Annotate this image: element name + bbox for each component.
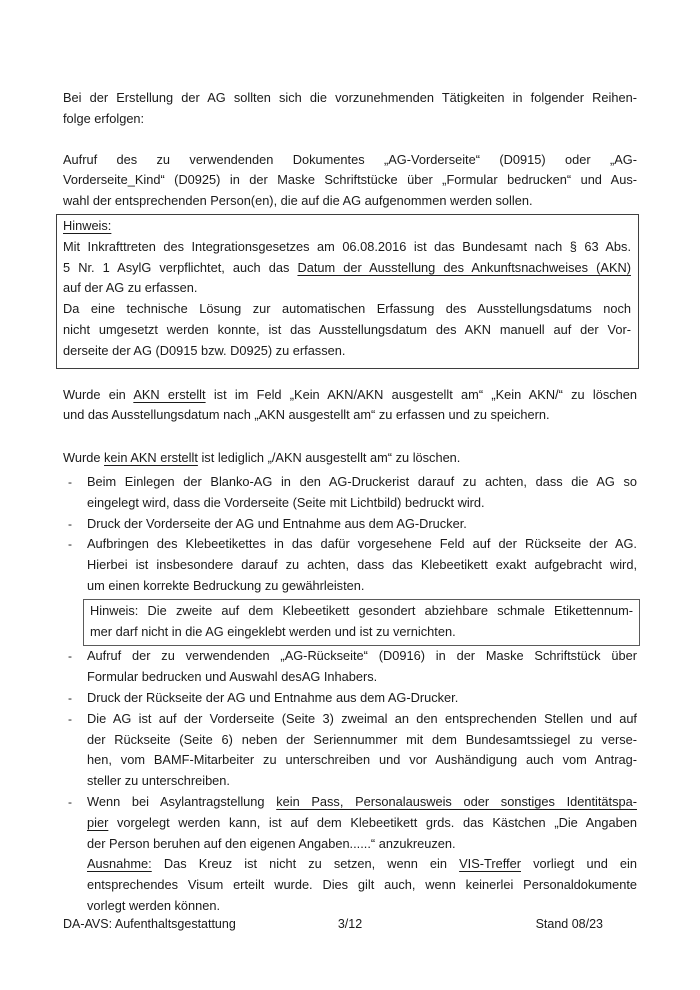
- list-item-text: [87, 534, 637, 596]
- text-line: steller zu unterschreiben.: [87, 773, 230, 789]
- text-line: Hierbei ist insbesondere darauf zu achten, dass das Klebeetikett exakt aufgebracht wird,: [87, 557, 637, 573]
- text-line: der Rückseite (Seite 6) neben der Seriennummer mit dem Bundesamtssiegel zu verse-: [87, 731, 637, 747]
- hinweis-heading: [63, 216, 631, 237]
- dash-bullet: -: [68, 474, 72, 489]
- underlined-text: pier: [87, 814, 109, 830]
- text-line: Druck der Vorderseite der AG und Entnahme aus dem AG-Drucker.: [87, 515, 467, 531]
- text-line: Wenn bei Asylantragstellung kein Pass, Personalausweis oder sonstiges Identitätspa-: [87, 793, 637, 809]
- underlined-text: AKN erstellt: [133, 386, 206, 402]
- text-line: Aufruf der zu verwendenden „AG-Rückseite“ (D0916) in der Maske Schriftstück über: [87, 648, 637, 664]
- text-line: nicht umgesetzt werden konnte, ist das Ausstellungsdatum des AKN manuell auf der Vor-: [63, 321, 631, 337]
- text-line: [63, 216, 631, 237]
- dash-bullet: -: [68, 711, 72, 726]
- akn-erstellt-paragraph: [63, 385, 637, 427]
- underlined-text: kein AKN erstellt: [104, 450, 198, 466]
- text-line: Vorderseite_Kind“ (D0925) in der Maske Schriftstücke über „Formular bedrucken“ und Aus-: [63, 172, 637, 188]
- list-item-kein-pass: [63, 792, 637, 917]
- list-item-text: [87, 792, 637, 854]
- underlined-text: Datum der Ausstellung des Ankunftsnachweises (AKN): [297, 259, 631, 275]
- page-footer: [63, 916, 637, 932]
- dash-bullet: -: [68, 537, 72, 552]
- text-line: Bei der Erstellung der AG sollten sich die vorzunehmenden Tätigkeiten in folgender Reihen-: [63, 90, 637, 105]
- list-item-text: [87, 514, 637, 535]
- text-line: Formular bedrucken und Auswahl desAG Inhabers.: [87, 669, 378, 685]
- text-line: Mit Inkrafttreten des Integrationsgesetzes am 06.08.2016 ist das Bundesamt nach § 63 Abs.: [63, 238, 631, 254]
- text-line: Da eine technische Lösung zur automatischen Erfassung des Ausstellungsdatums noch: [63, 301, 631, 317]
- list-item-einlegen: [63, 472, 637, 514]
- text-line: Ausnahme: Das Kreuz ist nicht zu setzen, wenn ein VIS-Treffer vorliegt und ein: [87, 856, 637, 872]
- text-line: um einen korrekte Bedruckung zu gewährleisten.: [87, 577, 365, 593]
- list-item-text: [87, 472, 637, 514]
- text-line: wahl der entsprechenden Person(en), die auf die AG aufgenommen werden sollen.: [63, 193, 533, 209]
- text-line: und das Ausstellungsdatum nach „AKN ausgestellt am“ zu erfassen und zu speichern.: [63, 407, 550, 423]
- footer-doc-title: DA-AVS: Aufenthaltsgestattung: [63, 917, 236, 931]
- list-item-text: [87, 688, 637, 709]
- list-item-siegel-unterschrift: [63, 709, 637, 792]
- text-line: Aufruf des zu verwendenden Dokumentes „AG-Vorderseite“ (D0915) oder „AG-: [63, 151, 637, 167]
- dash-bullet: -: [68, 794, 72, 809]
- text-line: Die AG ist auf der Vorderseite (Seite 3) zweimal an den entsprechenden Stellen und auf: [87, 710, 637, 726]
- dash-bullet: -: [68, 690, 72, 705]
- text-line: mer darf nicht in die AG eingeklebt werden und ist zu vernichten.: [90, 623, 456, 639]
- text-line: auf der AG zu erfassen.: [63, 280, 198, 296]
- list-item-text: [87, 646, 637, 688]
- underlined-text: Hinweis:: [63, 217, 112, 233]
- page-content: [63, 88, 637, 931]
- hinweis-etikett-text: [90, 601, 633, 643]
- text-line: hen, vom BAMF-Mitarbeiter zu unterschreiben und vor Aushändigung auch vom Antrag-: [87, 752, 637, 768]
- text-line: entsprechendes Visum erteilt wurde. Dies gilt auch, wenn keinerlei Personaldokumente: [87, 877, 637, 893]
- text-line: Hinweis: Die zweite auf dem Klebeetikett gesondert abziehbare schmale Etikettennum-: [90, 602, 633, 618]
- aufruf-dokument-paragraph: [63, 150, 637, 212]
- underlined-text: kein Pass, Personalausweis oder sonstiges Identitätspa-: [276, 793, 637, 809]
- kein-akn-erstellt-paragraph: [63, 448, 637, 469]
- list-item-text: [87, 709, 637, 792]
- text-line: 5 Nr. 1 AsylG verpflichtet, auch das Datum der Ausstellung des Ankunftsnachweises (AKN): [63, 259, 631, 275]
- text-line: der Person beruhen auf den eigenen Angaben......“ anzukreuzen.: [87, 835, 456, 851]
- list-item-druck-vorderseite: [63, 514, 637, 535]
- task-list: [63, 472, 637, 917]
- intro-paragraph: [63, 88, 637, 130]
- dash-bullet: -: [68, 516, 72, 531]
- underlined-text: Ausnahme:: [87, 856, 152, 872]
- text-line: Wurde ein AKN erstellt ist im Feld „Kein AKN/AKN ausgestellt am“ „Kein AKN/“ zu löschen: [63, 386, 637, 402]
- text-line: eingelegt wird, dass die Vorderseite (Seite mit Lichtbild) bedruckt wird.: [87, 494, 485, 510]
- footer-version-stamp: Stand 08/23: [535, 917, 603, 931]
- hinweis-paragraph-2: [63, 299, 631, 361]
- dash-bullet: -: [68, 649, 72, 664]
- hinweis-box-akn: [56, 214, 639, 369]
- footer-page-number: 3/12: [337, 917, 363, 931]
- text-line: derseite der AG (D0915 bzw. D0925) zu erfassen.: [63, 342, 346, 358]
- hinweis-paragraph-1: [63, 237, 631, 299]
- hinweis-box-etikettennummer: [83, 599, 640, 647]
- list-item-aufruf-rueckseite: [63, 646, 637, 688]
- text-line: Beim Einlegen der Blanko-AG in den AG-Druckerist darauf zu achten, dass die AG so: [87, 473, 637, 489]
- text-line: Druck der Rückseite der AG und Entnahme aus dem AG-Drucker.: [87, 689, 459, 705]
- text-line: Wurde kein AKN erstellt ist lediglich „/AKN ausgestellt am“ zu löschen.: [63, 450, 461, 466]
- text-line: vorlegt werden können.: [87, 897, 221, 913]
- list-item-klebeetikett: [63, 534, 637, 596]
- text-line: pier vorgelegt werden kann, ist auf dem Klebeetikett grds. das Kästchen „Die Angaben: [87, 814, 637, 830]
- list-item-ausnahme-text: [87, 854, 637, 916]
- list-item-druck-rueckseite: [63, 688, 637, 709]
- text-line: folge erfolgen:: [63, 110, 145, 126]
- underlined-text: VIS-Treffer: [459, 856, 521, 872]
- text-line: Aufbringen des Klebeetikettes in das dafür vorgesehene Feld auf der Rückseite der AG.: [87, 536, 637, 552]
